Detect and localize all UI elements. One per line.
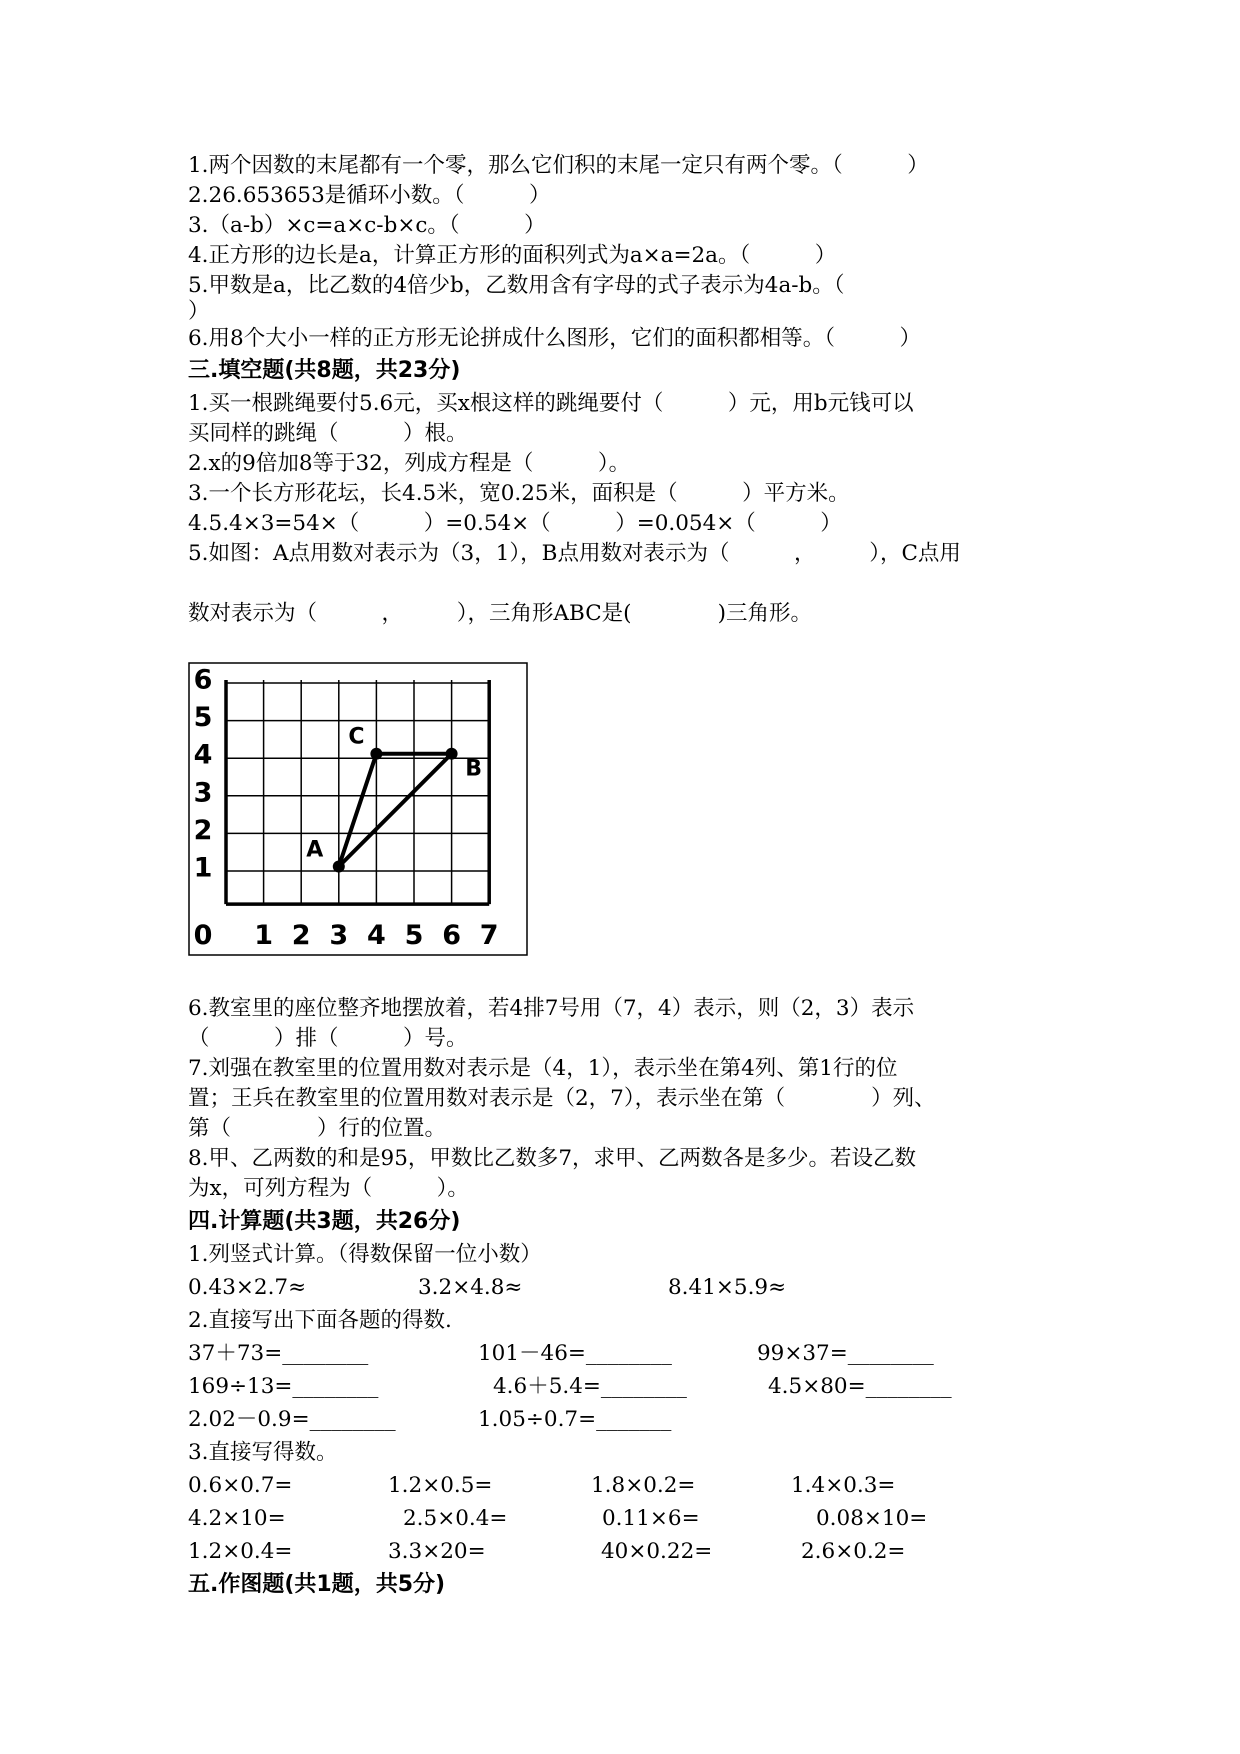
- fill-q8-line2: 为x，可列方程为（ ）。: [188, 1176, 469, 1201]
- y-axis-label: 6: [193, 664, 213, 696]
- fill-q2: 2.x的9倍加8等于32，列成方程是（ ）。: [188, 451, 631, 476]
- calc-q1-title: 1.列竖式计算。（得数保留一位小数）: [188, 1242, 542, 1267]
- calc-q3-item: 0.11×6=: [602, 1506, 700, 1531]
- calc-q3-item: 1.4×0.3=: [791, 1473, 896, 1498]
- calc-q3-item: 1.2×0.4=: [188, 1539, 293, 1564]
- judge-q3: 3.（a-b）×c=a×c-b×c。（ ）: [188, 213, 546, 238]
- y-axis-label: 5: [193, 702, 213, 734]
- draw-heading: 五.作图题(共1题，共5分): [188, 1572, 446, 1597]
- calc-q3-item: 2.6×0.2=: [801, 1539, 906, 1564]
- y-axis-label: 2: [193, 814, 213, 846]
- calc-q2-item: 101－46=________: [478, 1341, 672, 1366]
- fill-q4: 4.5.4×3=54×（ ）=0.54×（ ）=0.054×（ ）: [188, 511, 842, 536]
- calc-q3-item: 0.6×0.7=: [188, 1473, 293, 1498]
- x-axis-label: 4: [367, 920, 386, 951]
- point-label: C: [348, 724, 365, 750]
- x-axis-label: 3: [329, 920, 349, 951]
- calc-q3-item: 4.2×10=: [188, 1506, 286, 1531]
- point-a: [333, 860, 345, 872]
- judge-q5-line1: 5.甲数是a，比乙数的4倍少b，乙数用含有字母的式子表示为4a-b。（: [188, 273, 845, 298]
- point-b: [446, 748, 458, 760]
- x-axis-label: 5: [404, 920, 424, 951]
- judge-q6: 6.用8个大小一样的正方形无论拼成什么图形，它们的面积都相等。（ ）: [188, 326, 921, 351]
- fill-q8-line1: 8.甲、乙两数的和是95，甲数比乙数多7，求甲、乙两数各是多少。若设乙数: [188, 1146, 917, 1171]
- fill-q1-line1: 1.买一根跳绳要付5.6元，买x根这样的跳绳要付（ ）元，用b元钱可以: [188, 391, 914, 416]
- calc-q2-item: 4.5×80=________: [768, 1374, 952, 1399]
- y-axis-label: 3: [193, 777, 213, 809]
- judge-q1: 1.两个因数的末尾都有一个零，那么它们积的末尾一定只有两个零。（ ）: [188, 153, 929, 178]
- judge-q4: 4.正方形的边长是a，计算正方形的面积列式为a×a=2a。（ ）: [188, 243, 837, 268]
- point-label: A: [306, 837, 324, 863]
- judge-q2: 2.26.653653是循环小数。（ ）: [188, 183, 551, 208]
- calc-q3-item: 1.2×0.5=: [388, 1473, 493, 1498]
- fill-q7-line2: 置；王兵在教室里的位置用数对表示是（2，7），表示坐在第（ ）列、: [188, 1086, 936, 1111]
- calc-heading: 四.计算题(共3题，共26分): [188, 1209, 461, 1234]
- calc-q3-item: 1.8×0.2=: [591, 1473, 696, 1498]
- coordinate-grid-svg: [188, 662, 528, 956]
- x-axis-label: 7: [479, 920, 499, 951]
- y-axis-label: 1: [193, 852, 213, 884]
- fill-q6-line1: 6.教室里的座位整齐地摆放着，若4排7号用（7，4）表示，则（2，3）表示: [188, 996, 915, 1021]
- calc-q2-item: 2.02－0.9=________: [188, 1407, 396, 1432]
- fill-q5-line2: 数对表示为（ ， ），三角形ABC是( )三角形。: [188, 601, 812, 626]
- calc-q3-item: 40×0.22=: [601, 1539, 713, 1564]
- x-axis-label: 6: [442, 920, 461, 951]
- fill-q5-line1: 5.如图：A点用数对表示为（3，1），B点用数对表示为（ ， ），C点用: [188, 541, 961, 566]
- calc-q3-item: 2.5×0.4=: [403, 1506, 508, 1531]
- calc-q2-item: 99×37=________: [757, 1341, 934, 1366]
- calc-q1-item: 8.41×5.9≈: [668, 1275, 787, 1300]
- calc-q3-title: 3.直接写得数。: [188, 1440, 338, 1465]
- fill-q7-line1: 7.刘强在教室里的位置用数对表示是（4，1），表示坐在第4列、第1行的位: [188, 1056, 898, 1081]
- fill-q6-line2: （ ）排（ ）号。: [188, 1026, 468, 1051]
- x-axis-label: 2: [291, 920, 311, 951]
- point-label: B: [465, 756, 482, 782]
- calc-q3-item: 0.08×10=: [816, 1506, 928, 1531]
- coordinate-grid-figure: [188, 662, 528, 956]
- calc-q2-item: 4.6＋5.4=________: [493, 1374, 687, 1399]
- fill-q3: 3.一个长方形花坛，长4.5米，宽0.25米，面积是（ ）平方米。: [188, 481, 850, 506]
- y-axis-label: 4: [193, 739, 213, 771]
- x-axis-label: 0: [193, 920, 213, 951]
- fill-q7-line3: 第（ ）行的位置。: [188, 1116, 447, 1141]
- calc-q2-item: 1.05÷0.7=_______: [478, 1407, 672, 1432]
- fill-q1-line2: 买同样的跳绳（ ）根。: [188, 421, 468, 446]
- calc-q2-item: 169÷13=________: [188, 1374, 379, 1399]
- calc-q1-item: 0.43×2.7≈: [188, 1275, 307, 1300]
- calc-q3-item: 3.3×20=: [388, 1539, 486, 1564]
- calc-q1-item: 3.2×4.8≈: [418, 1275, 523, 1300]
- judge-q5-line2: ）: [188, 299, 210, 324]
- calc-q2-item: 37＋73=________: [188, 1341, 369, 1366]
- fill-heading: 三.填空题(共8题，共23分): [188, 358, 461, 383]
- point-c: [370, 748, 382, 760]
- x-axis-label: 1: [254, 920, 273, 951]
- calc-q2-title: 2.直接写出下面各题的得数.: [188, 1308, 452, 1333]
